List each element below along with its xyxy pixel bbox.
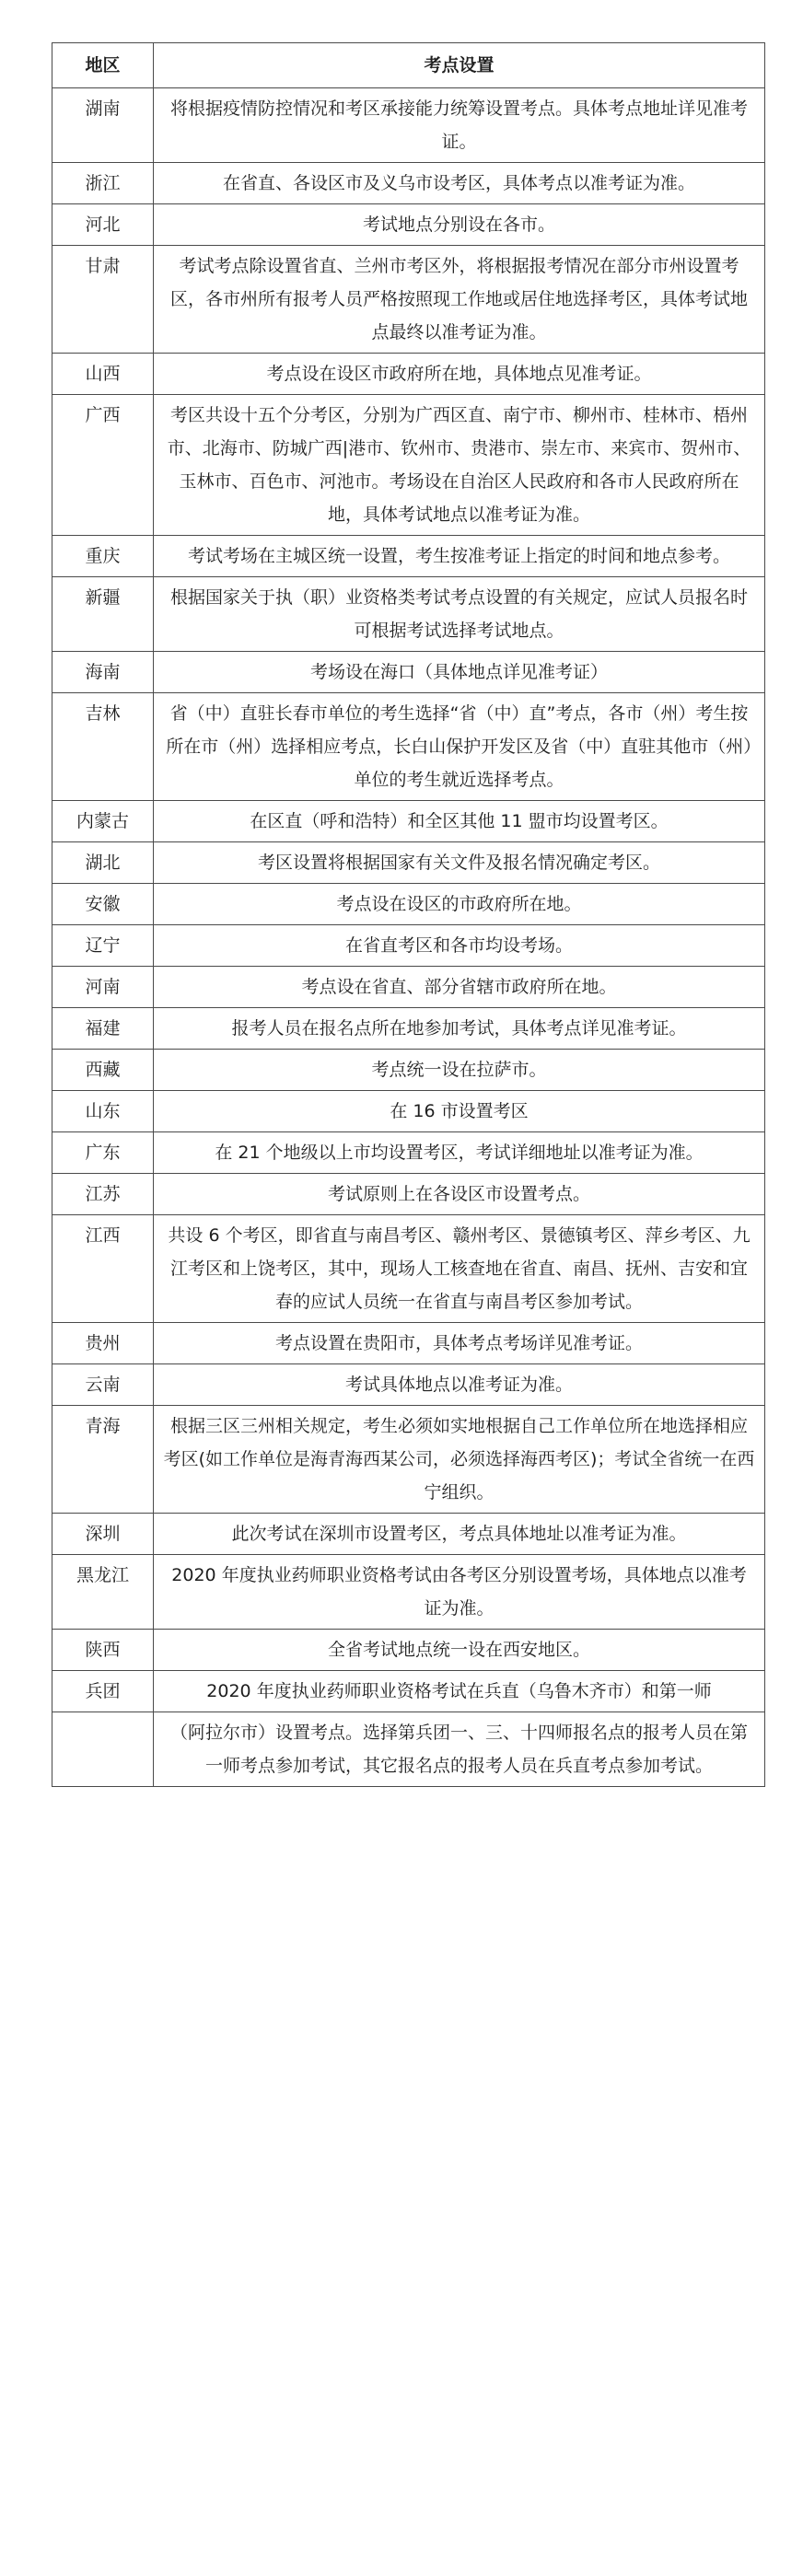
header-region: 地区	[52, 43, 154, 88]
table-row	[52, 1406, 765, 1514]
table-row	[52, 88, 765, 163]
setting-cell: 考点设在设区的市政府所在地。	[154, 884, 765, 925]
table-row	[52, 1091, 765, 1132]
table-body	[52, 88, 765, 1787]
region-cell: 江苏	[52, 1174, 154, 1215]
region-cell: 湖南	[52, 88, 154, 163]
table-row	[52, 1555, 765, 1630]
table-row	[52, 1174, 765, 1215]
setting-cell: 在省直、各设区市及义乌市设考区，具体考点以准考证为准。	[154, 163, 765, 204]
setting-cell: 考区设置将根据国家有关文件及报名情况确定考区。	[154, 842, 765, 884]
setting-cell: 根据国家关于执（职）业资格类考试考点设置的有关规定，应试人员报名时可根据考试选择考试地点。	[154, 577, 765, 652]
region-cell: 广东	[52, 1132, 154, 1174]
region-cell: 新疆	[52, 577, 154, 652]
table-row	[52, 536, 765, 577]
setting-cell: 省（中）直驻长春市单位的考生选择“省（中）直”考点，各市（州）考生按所在市（州）选择相应考点，长白山保护开发区及省（中）直驻其他市（州）单位的考生就近选择考点。	[154, 693, 765, 801]
region-cell: 黑龙江	[52, 1555, 154, 1630]
table-row	[52, 801, 765, 842]
table-row	[52, 693, 765, 801]
region-cell: 安徽	[52, 884, 154, 925]
setting-cell: 在省直考区和各市均设考场。	[154, 925, 765, 967]
setting-cell: 2020 年度执业药师职业资格考试由各考区分别设置考场，具体地点以准考证为准。	[154, 1555, 765, 1630]
region-cell: 吉林	[52, 693, 154, 801]
setting-cell: 全省考试地点统一设在西安地区。	[154, 1630, 765, 1671]
region-cell: 广西	[52, 395, 154, 536]
table-row	[52, 1008, 765, 1050]
table-row	[52, 577, 765, 652]
table-row	[52, 1671, 765, 1712]
region-cell: 浙江	[52, 163, 154, 204]
setting-cell: 考试考点除设置省直、兰州市考区外，将根据报考情况在部分市州设置考区，各市州所有报考人员严格按照现工作地或居住地选择考区，具体考试地点最终以准考证为准。	[154, 246, 765, 354]
region-cell: 山东	[52, 1091, 154, 1132]
table-row	[52, 1132, 765, 1174]
setting-cell: （阿拉尔市）设置考点。选择第兵团一、三、十四师报名点的报考人员在第一师考点参加考试，其它报名点的报考人员在兵直考点参加考试。	[154, 1712, 765, 1787]
region-cell: 山西	[52, 354, 154, 395]
setting-cell: 考试原则上在各设区市设置考点。	[154, 1174, 765, 1215]
setting-cell: 考试地点分别设在各市。	[154, 204, 765, 246]
table-row	[52, 163, 765, 204]
region-cell: 西藏	[52, 1050, 154, 1091]
region-cell: 湖北	[52, 842, 154, 884]
setting-cell: 考试考场在主城区统一设置，考生按准考证上指定的时间和地点参考。	[154, 536, 765, 577]
region-cell: 陕西	[52, 1630, 154, 1671]
setting-cell: 考场设在海口（具体地点详见准考证）	[154, 652, 765, 693]
table-row	[52, 925, 765, 967]
region-cell: 江西	[52, 1215, 154, 1323]
region-cell: 深圳	[52, 1514, 154, 1555]
region-cell: 贵州	[52, 1323, 154, 1364]
setting-cell: 此次考试在深圳市设置考区，考点具体地址以准考证为准。	[154, 1514, 765, 1555]
setting-cell: 考区共设十五个分考区，分别为广西区直、南宁市、柳州市、桂林市、梧州市、北海市、防城广西|港市、钦州市、贵港市、崇左市、来宾市、贺州市、玉林市、百色市、河池市。考场设在自治区人民政府和各市人民政府所在地，具体考试地点以准考证为准。	[154, 395, 765, 536]
table-row	[52, 204, 765, 246]
setting-cell: 考点设在设区市政府所在地，具体地点见准考证。	[154, 354, 765, 395]
region-cell: 重庆	[52, 536, 154, 577]
setting-cell: 考点设在省直、部分省辖市政府所在地。	[154, 967, 765, 1008]
table-row	[52, 354, 765, 395]
setting-cell: 考试具体地点以准考证为准。	[154, 1364, 765, 1406]
region-cell: 海南	[52, 652, 154, 693]
setting-cell: 在 16 市设置考区	[154, 1091, 765, 1132]
region-cell: 河北	[52, 204, 154, 246]
setting-cell: 考点统一设在拉萨市。	[154, 1050, 765, 1091]
table-header-row	[52, 43, 765, 88]
region-cell: 兵团	[52, 1671, 154, 1712]
region-cell: 辽宁	[52, 925, 154, 967]
table-row	[52, 1364, 765, 1406]
region-cell: 甘肃	[52, 246, 154, 354]
region-cell: 福建	[52, 1008, 154, 1050]
header-setting: 考点设置	[154, 43, 765, 88]
setting-cell: 根据三区三州相关规定，考生必须如实地根据自己工作单位所在地选择相应考区(如工作单位是海青海西某公司，必须选择海西考区)；考试全省统一在西宁组织。	[154, 1406, 765, 1514]
region-cell: 青海	[52, 1406, 154, 1514]
setting-cell: 考点设置在贵阳市，具体考点考场详见准考证。	[154, 1323, 765, 1364]
table-row	[52, 1630, 765, 1671]
table-row	[52, 1050, 765, 1091]
table-row	[52, 884, 765, 925]
setting-cell: 在区直（呼和浩特）和全区其他 11 盟市均设置考区。	[154, 801, 765, 842]
exam-site-table	[52, 42, 765, 1787]
table-row	[52, 1712, 765, 1787]
setting-cell: 2020 年度执业药师职业资格考试在兵直（乌鲁木齐市）和第一师	[154, 1671, 765, 1712]
table-row	[52, 842, 765, 884]
table-row	[52, 652, 765, 693]
table-row	[52, 1215, 765, 1323]
setting-cell: 将根据疫情防控情况和考区承接能力统筹设置考点。具体考点地址详见准考证。	[154, 88, 765, 163]
region-cell: 云南	[52, 1364, 154, 1406]
table-row	[52, 967, 765, 1008]
region-cell	[52, 1712, 154, 1787]
setting-cell: 在 21 个地级以上市均设置考区，考试详细地址以准考证为准。	[154, 1132, 765, 1174]
setting-cell: 共设 6 个考区，即省直与南昌考区、赣州考区、景德镇考区、萍乡考区、九江考区和上饶考区，其中，现场人工核查地在省直、南昌、抚州、吉安和宜春的应试人员统一在省直与南昌考区参加考试。	[154, 1215, 765, 1323]
setting-cell: 报考人员在报名点所在地参加考试，具体考点详见准考证。	[154, 1008, 765, 1050]
table-row	[52, 395, 765, 536]
table-row	[52, 1514, 765, 1555]
region-cell: 内蒙古	[52, 801, 154, 842]
region-cell: 河南	[52, 967, 154, 1008]
table-row	[52, 1323, 765, 1364]
table-row	[52, 246, 765, 354]
